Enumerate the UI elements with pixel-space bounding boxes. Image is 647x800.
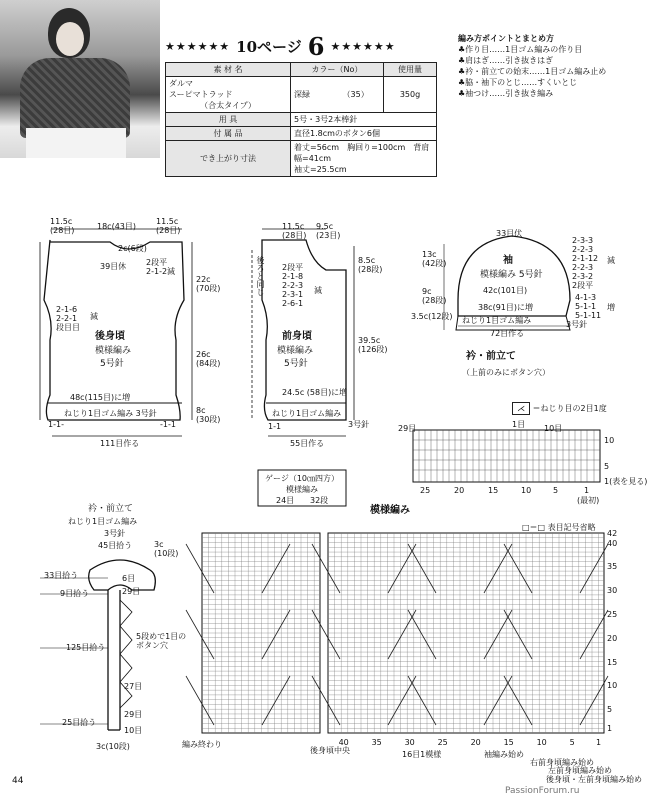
main-chart-title: 模様編み — [370, 505, 410, 516]
main-chart-center: 後身頃中央 — [310, 746, 350, 755]
front-pattern: 模様編み — [277, 346, 314, 356]
neck-diagram-pick25: 25目拾う — [62, 718, 97, 727]
neck-diagram-pick33: 33目拾う — [44, 571, 79, 580]
neck-diagram-10: 10目 — [124, 726, 143, 735]
yarn-type: （合太タイプ） — [200, 101, 256, 110]
collar-chart-row5: 5 — [604, 462, 610, 471]
gauge-pattern: 模様編み — [286, 485, 318, 494]
motif-line — [186, 676, 214, 725]
sleeve-cast-on: 72目作る — [490, 329, 525, 338]
collar-chart-subtitle: （上前のみにボタン穴） — [462, 368, 550, 377]
sleeve-cuff-h: 3.5c(12段) — [411, 312, 453, 321]
back-neck-rest: 39目休 — [100, 262, 127, 271]
motif-line — [186, 610, 214, 659]
back-rib: ねじり1目ゴム編み 3号針 — [64, 409, 157, 418]
main-chart-right-front: 右前身頃編み始め — [530, 758, 594, 767]
collar-chart-x-20: 20 — [454, 486, 465, 495]
front-h-top: 8.5c (28段) — [358, 256, 383, 274]
main-chart-left-front: 左前身頃編み始め — [548, 766, 612, 775]
back-h-upper: 22c (70段) — [196, 275, 221, 293]
back-h-mid: 26c (84段) — [196, 350, 221, 368]
tools-value: 5号・3号2本棒針 — [291, 113, 437, 127]
main-chart-row-label: 10 — [607, 681, 618, 691]
main-chart-col-label: 10 — [536, 738, 547, 747]
gauge-rows: 32段 — [310, 496, 329, 505]
main-chart-col-label: 5 — [569, 738, 575, 747]
neck-diagram-27: 27目 — [124, 682, 143, 691]
collar-chart-grid — [413, 430, 600, 482]
main-chart-end: 編み終わり — [182, 740, 222, 749]
size-line1: 着丈=56cm 胸回り=100cm 背肩幅=41cm — [294, 143, 430, 163]
collar-chart-title: 衿・前立て — [466, 351, 516, 362]
front-needle: 5号針 — [284, 359, 308, 369]
sleeve-cap-h: 13c (42段) — [422, 250, 447, 268]
points-item: ♣袖つけ……引き抜き編み — [458, 89, 554, 98]
motif-line — [504, 544, 532, 593]
main-chart-sleeve-start: 袖編み始め — [484, 750, 524, 759]
stars-right: ★★★★★★ — [330, 39, 396, 53]
neck-diagram-buttonhole: 5段めで1目の ボタン穴 — [136, 632, 187, 650]
sleeve-cap-top: 33目伏 — [496, 229, 523, 238]
amount-cell: 350g — [384, 77, 437, 113]
back-arm-dec: 2-1-6 2-2-1 段目目 — [56, 305, 80, 332]
front-same-note: 後ろと同じ — [256, 256, 265, 296]
collar-chart-row10: 10 — [604, 436, 615, 445]
back-needle: 5号針 — [100, 359, 124, 369]
front-title: 前身頃 — [282, 331, 312, 342]
collar-chart-legend: ⋌ ＝ねじり目の2目1度 — [512, 404, 607, 413]
main-chart-back-start: 後身頃・左前身頃編み始め — [546, 775, 642, 784]
motif-line — [262, 676, 290, 725]
motif-line — [262, 544, 290, 593]
back-neck-dec: 2段平 2-1-2減 — [146, 258, 176, 276]
size-line2: 袖丈=25.5cm — [294, 165, 347, 174]
collar-chart-x-5: 5 — [553, 486, 559, 495]
back-edge-right: -1-1 — [160, 420, 176, 429]
main-chart-repeat: 16目1模様 — [402, 750, 442, 759]
neck-diagram-bottom: 3c(10段) — [96, 742, 130, 751]
neck-diagram-pick125: 125目拾う — [66, 643, 106, 652]
sleeve-dec: 2-3-3 2-2-3 2-1-12 2-2-3 2-3-2 2段平 — [572, 236, 599, 290]
neck-diagram-pick9: 9目拾う — [60, 589, 90, 598]
main-chart-col-label: 25 — [437, 738, 448, 747]
main-chart-col-label: 20 — [470, 738, 481, 747]
back-top-right: 11.5c (28目) — [156, 217, 181, 235]
main-chart-row-label: 40 — [607, 538, 618, 548]
main-chart-row-label: 5 — [607, 705, 613, 715]
neck-diagram-pick-top: 45目拾う — [98, 541, 133, 550]
motif-line — [312, 676, 340, 725]
back-width: 48c(115目)に増 — [70, 393, 131, 402]
amount-header: 使用量 — [384, 63, 437, 77]
front-width: 24.5c (58目)に増 — [282, 388, 348, 397]
main-chart-row-label: 15 — [607, 657, 618, 667]
motif-line — [504, 610, 532, 659]
back-neck-step: 2c(6段) — [118, 244, 147, 253]
neck-diagram-title: 衿・前立て — [88, 504, 134, 514]
yarn-brand: ダルマ — [169, 79, 193, 88]
points-item: ♣肩はぎ……引き抜きはぎ — [458, 56, 554, 65]
motif-line — [408, 610, 436, 659]
color-header: カラー（No） — [291, 63, 384, 77]
collar-chart-x-25: 25 — [420, 486, 431, 495]
sleeve-pattern: 模様編み 5号針 — [480, 270, 543, 280]
watermark: PassionForum.ru — [505, 786, 580, 796]
twist-dec-symbol: ⋌ — [512, 402, 530, 415]
neck-diagram-6: 6目 — [122, 574, 136, 583]
motif-line — [186, 544, 214, 593]
sleeve-inc-note: 増 — [607, 303, 615, 312]
main-chart-row-label: 30 — [607, 586, 618, 596]
neck-diagram-3c: 3c (10段) — [154, 540, 179, 558]
points-heading: 編み方ポイントとまとめ方 — [458, 34, 554, 43]
neck-diagram-rib: ねじり1目ゴム編み — [68, 517, 138, 526]
main-chart-row-label: 35 — [607, 562, 618, 572]
front-shaping: 2段平 2-1-8 2-2-3 2-3-1 2-6-1 — [282, 263, 304, 308]
notions-value: 直径1.8cmのボタン6個 — [291, 127, 437, 141]
main-chart-col-label: 30 — [404, 738, 415, 747]
collar-chart-top-rows: 29目 — [398, 424, 417, 433]
front-rib: ねじり1目ゴム編み — [272, 409, 342, 418]
neck-diagram-29: 29目 — [122, 587, 141, 596]
collar-chart-row1: 1(表を見る) — [604, 477, 647, 486]
main-chart-row-label: 25 — [607, 609, 618, 619]
gauge-stitches: 24目 — [276, 496, 295, 505]
front-cast-on: 55目作る — [290, 439, 325, 448]
front-top-right: 9.5c (23目) — [316, 222, 341, 240]
motif-line — [408, 544, 436, 593]
front-edge: 1-1 — [268, 422, 282, 431]
back-edge-left: 1-1- — [48, 420, 64, 429]
main-chart-col-label: 35 — [371, 738, 382, 747]
collar-chart-x-10: 10 — [521, 486, 532, 495]
pattern-number: 6 — [307, 31, 325, 61]
main-chart-legend: □＝□ 表目記号省略 — [522, 523, 596, 532]
back-h-low: 8c (30段) — [196, 406, 221, 424]
back-top-mid: 18c(43目) — [97, 222, 136, 231]
neck-diagram-needle: 3号針 — [104, 529, 126, 538]
page-label: 10ページ — [236, 37, 302, 56]
sleeve-title: 袖 — [503, 255, 513, 266]
motif-line — [312, 610, 340, 659]
collar-chart-x-15: 15 — [488, 486, 499, 495]
points-item: ♣衿・前立ての始末……1目ゴム編み止め — [458, 67, 607, 76]
size-label: でき上がり寸法 — [166, 141, 291, 177]
color-name: 深緑 — [294, 90, 310, 99]
back-arm-dec-note: 減 — [90, 312, 98, 321]
main-chart-row-label: 1 — [607, 724, 613, 734]
page-number: 44 — [12, 776, 24, 786]
back-top-left: 11.5c (28目) — [50, 217, 75, 235]
material-header: 素 材 名 — [166, 63, 291, 77]
main-chart-col-label: 15 — [503, 738, 514, 747]
notions-label: 付 属 品 — [166, 127, 291, 141]
points-item: ♣脇・袖下のとじ……すくいとじ — [458, 78, 578, 87]
color-no: （35） — [342, 90, 369, 99]
front-shaping-note: 減 — [314, 286, 322, 295]
sleeve-needle: 3号針 — [566, 320, 588, 329]
sleeve-dec-note: 減 — [607, 256, 615, 265]
front-h-body: 39.5c (126段) — [358, 336, 388, 354]
sleeve-rib: ねじり1目ゴム編み — [462, 316, 532, 325]
sleeve-width: 42c(101目) — [483, 286, 528, 295]
points-item: ♣作り目……1目ゴム編みの作り目 — [458, 45, 583, 54]
collar-chart-x-note: (最初) — [577, 496, 600, 505]
collar-chart-mark10: 10目 — [544, 424, 563, 433]
collar-chart-mark1: 1目 — [512, 420, 526, 429]
main-chart-row-label: 20 — [607, 633, 618, 643]
back-title: 後身頃 — [95, 331, 125, 342]
main-chart-col-label: 40 — [338, 738, 349, 747]
tools-label: 用 具 — [166, 113, 291, 127]
front-rib-needle: 3号針 — [348, 420, 370, 429]
motif-line — [504, 676, 532, 725]
stars-left: ★★★★★★ — [165, 39, 231, 53]
motif-line — [408, 676, 436, 725]
yarn-name: スーピマトラッド — [169, 90, 233, 99]
gauge-label: ゲージ（10㎝四方） — [264, 474, 340, 483]
back-cast-on: 111目作る — [100, 439, 140, 448]
sleeve-increase: 38c(91目)に増 — [478, 303, 533, 312]
neck-diagram-29b: 29目 — [124, 710, 143, 719]
main-chart-col-label: 1 — [596, 738, 602, 747]
sleeve-inc: 4-1-3 5-1-1 5-1-11 — [575, 293, 602, 320]
motif-line — [312, 544, 340, 593]
sleeve-lower-h: 9c (28段) — [422, 287, 447, 305]
collar-chart-x-1: 1 — [584, 486, 590, 495]
front-top-left: 11.5c (28目) — [282, 222, 307, 240]
back-pattern: 模様編み — [95, 346, 132, 356]
motif-line — [262, 610, 290, 659]
main-chart-row-label: 42 — [607, 529, 618, 538]
